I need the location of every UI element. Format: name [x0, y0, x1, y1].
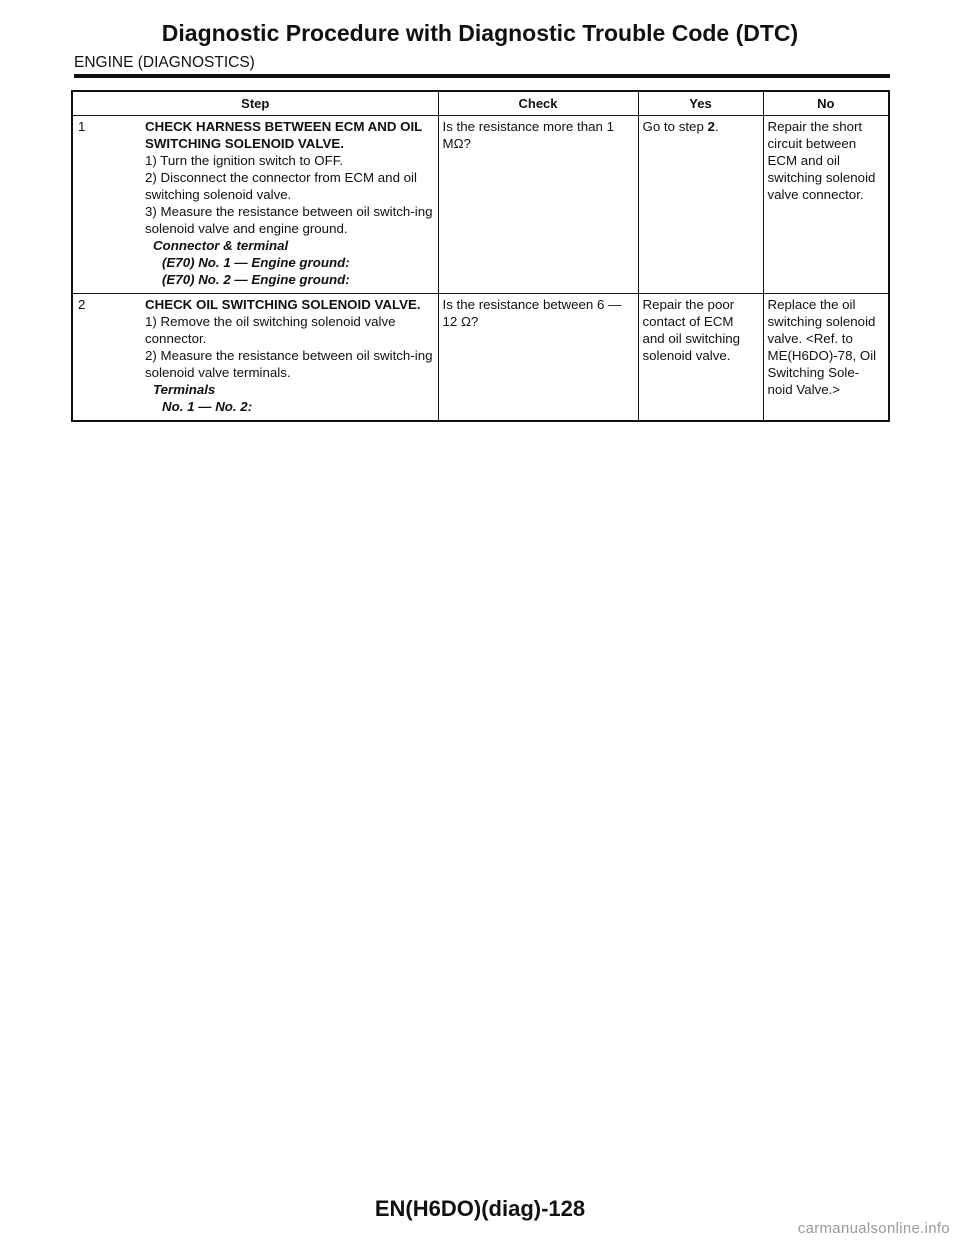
- column-header-yes: Yes: [638, 91, 763, 116]
- no-cell: Repair the short circuit between ECM and oil switching solenoid valve connector.: [763, 116, 889, 294]
- terminal-heading: Terminals: [153, 382, 216, 397]
- terminal-spec: (E70) No. 1 — Engine ground:: [162, 255, 350, 270]
- section-subtitle: ENGINE (DIAGNOSTICS): [74, 54, 255, 71]
- instruction-line: 3) Measure the resistance between oil switch-ing solenoid valve and engine ground.: [145, 204, 433, 236]
- table-header-row: [72, 91, 889, 116]
- step-number: 2: [78, 297, 86, 312]
- step-title: CHECK OIL SWITCHING SOLENOID VALVE.: [145, 297, 421, 312]
- yes-text: Go to step: [642, 119, 708, 134]
- watermark: carmanualsonline.info: [797, 1220, 950, 1237]
- check-cell: Is the resistance between 6 — 12 Ω?: [438, 294, 638, 422]
- column-header-no: No: [763, 91, 889, 116]
- no-cell: Replace the oil switching solenoid valve. <Ref. to ME(H6DO)-78, Oil Switching Sole-noid Valve.>: [763, 294, 889, 422]
- terminal-heading: Connector & terminal: [153, 238, 289, 253]
- column-header-step: Step: [72, 91, 438, 116]
- yes-suffix: .: [714, 119, 719, 134]
- instruction-line: 2) Measure the resistance between oil switch-ing solenoid valve terminals.: [145, 348, 433, 380]
- page-title: Diagnostic Procedure with Diagnostic Trouble Code (DTC): [161, 20, 799, 46]
- check-cell: Is the resistance more than 1 MΩ?: [438, 116, 638, 294]
- yes-cell: Repair the poor contact of ECM and oil switching solenoid valve.: [638, 294, 763, 422]
- yes-step-ref: 2: [707, 119, 715, 134]
- terminal-spec: No. 1 — No. 2:: [162, 399, 253, 414]
- yes-cell: [638, 116, 763, 294]
- step-title: CHECK HARNESS BETWEEN ECM AND OIL SWITCHING SOLENOID VALVE.: [145, 119, 423, 151]
- table-row-step-1: [72, 116, 889, 294]
- diagnostic-procedure-table: [71, 90, 890, 422]
- column-header-check: Check: [438, 91, 638, 116]
- step-number: 1: [78, 119, 86, 134]
- header-divider: [74, 74, 890, 78]
- page-number: EN(H6DO)(diag)-128: [374, 1196, 586, 1221]
- instruction-line: 2) Disconnect the connector from ECM and oil switching solenoid valve.: [145, 170, 417, 202]
- step-cell: [72, 294, 438, 422]
- step-cell: [72, 116, 438, 294]
- instruction-line: 1) Remove the oil switching solenoid valve connector.: [145, 314, 396, 346]
- terminal-spec: (E70) No. 2 — Engine ground:: [162, 272, 350, 287]
- instruction-line: 1) Turn the ignition switch to OFF.: [145, 153, 344, 168]
- table-row-step-2: [72, 294, 889, 422]
